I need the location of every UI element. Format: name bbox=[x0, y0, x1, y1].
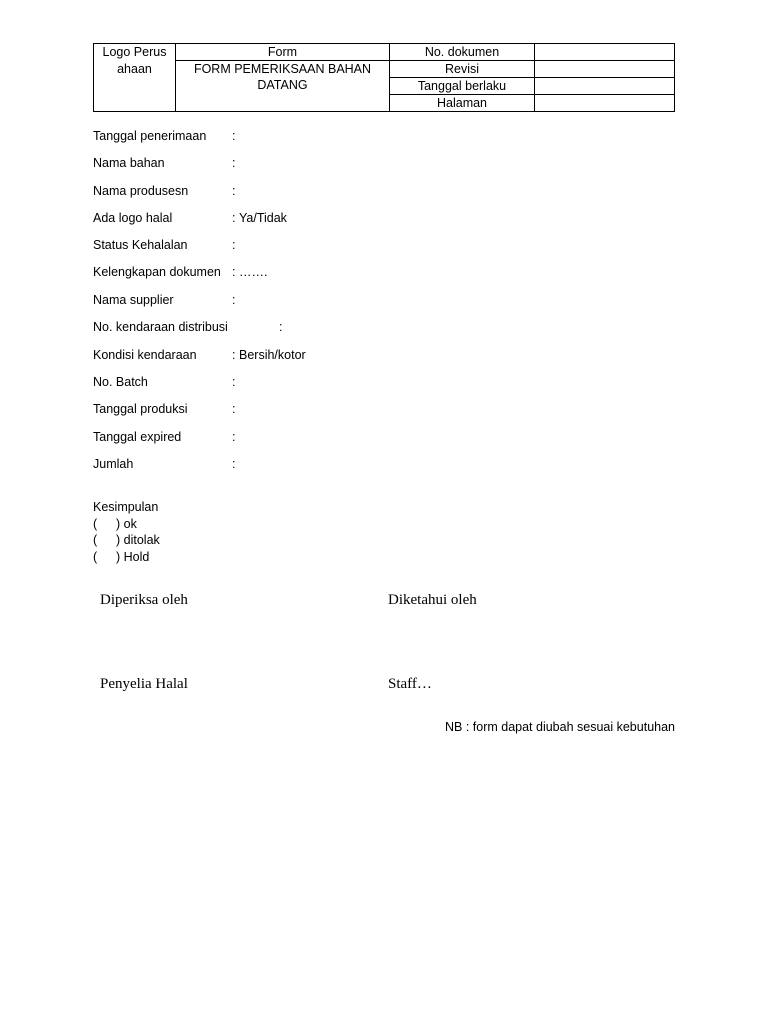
meta-value-halaman bbox=[535, 95, 675, 112]
field-label: Status Kehalalan bbox=[93, 238, 188, 252]
field-colon: : bbox=[232, 375, 236, 389]
form-label-cell: Form bbox=[176, 44, 390, 61]
field-colon: : bbox=[232, 156, 236, 170]
field-colon: : bbox=[232, 348, 236, 362]
field-colon: : bbox=[232, 430, 236, 444]
meta-value-tanggal-berlaku bbox=[535, 78, 675, 95]
meta-label-halaman: Halaman bbox=[390, 95, 535, 112]
field-label: No. kendaraan distribusi bbox=[93, 320, 228, 334]
field-colon: : bbox=[232, 293, 236, 307]
signature-staff: Staff… bbox=[388, 676, 432, 692]
field-label: Ada logo halal bbox=[93, 211, 173, 225]
field-colon: : bbox=[232, 402, 236, 416]
meta-label-no-dokumen: No. dokumen bbox=[390, 44, 535, 61]
field-colon: : bbox=[232, 129, 236, 143]
field-label: Tanggal expired bbox=[93, 430, 182, 444]
field-colon: : bbox=[232, 457, 236, 471]
field-label: Kelengkapan dokumen bbox=[93, 265, 221, 279]
option-label: ) ok bbox=[116, 516, 137, 531]
signature-known-by: Diketahui oleh bbox=[388, 592, 477, 608]
conclusion-option-ditolak[interactable] bbox=[93, 532, 158, 549]
conclusion-option-hold[interactable] bbox=[93, 549, 158, 566]
meta-label-tanggal-berlaku: Tanggal berlaku bbox=[390, 78, 535, 95]
signature-halal-supervisor: Penyelia Halal bbox=[100, 676, 188, 692]
checkbox-paren: ( bbox=[93, 549, 98, 564]
footer-note: NB : form dapat diubah sesuai kebutuhan bbox=[444, 720, 675, 734]
field-colon: : bbox=[232, 238, 236, 252]
meta-value-no-dokumen bbox=[535, 44, 675, 61]
field-label: Nama bahan bbox=[93, 156, 165, 170]
field-label: Tanggal penerimaan bbox=[93, 129, 207, 143]
field-value: ……. bbox=[239, 265, 268, 279]
company-logo-cell bbox=[94, 44, 176, 112]
field-label: Jumlah bbox=[93, 457, 134, 471]
checkbox-paren: ( bbox=[93, 516, 98, 531]
field-colon: : bbox=[279, 320, 283, 334]
checkbox-paren: ( bbox=[93, 533, 98, 547]
signature-checked-by: Diperiksa oleh bbox=[100, 592, 188, 608]
conclusion-section bbox=[93, 499, 158, 565]
field-label: Kondisi kendaraan bbox=[93, 348, 197, 362]
field-colon: : bbox=[232, 211, 236, 225]
conclusion-title: Kesimpulan bbox=[93, 500, 159, 514]
option-label: ) Hold bbox=[116, 549, 150, 564]
option-label: ) ditolak bbox=[116, 533, 160, 547]
field-label: Tanggal produksi bbox=[93, 402, 188, 416]
conclusion-option-ok[interactable] bbox=[93, 516, 158, 533]
meta-value-revisi bbox=[535, 61, 675, 78]
field-value: Bersih/kotor bbox=[239, 348, 306, 362]
field-label: Nama produsesn bbox=[93, 184, 189, 198]
document-header-table bbox=[93, 43, 675, 112]
company-logo-placeholder: Logo Perusahaan bbox=[102, 45, 167, 76]
meta-label-revisi: Revisi bbox=[390, 61, 535, 78]
field-colon: : bbox=[232, 265, 236, 279]
field-colon: : bbox=[232, 184, 236, 198]
field-value: Ya/Tidak bbox=[239, 211, 287, 225]
field-label: No. Batch bbox=[93, 375, 148, 389]
form-title-cell: FORM PEMERIKSAAN BAHAN DATANG bbox=[176, 61, 390, 112]
field-label: Nama supplier bbox=[93, 293, 174, 307]
